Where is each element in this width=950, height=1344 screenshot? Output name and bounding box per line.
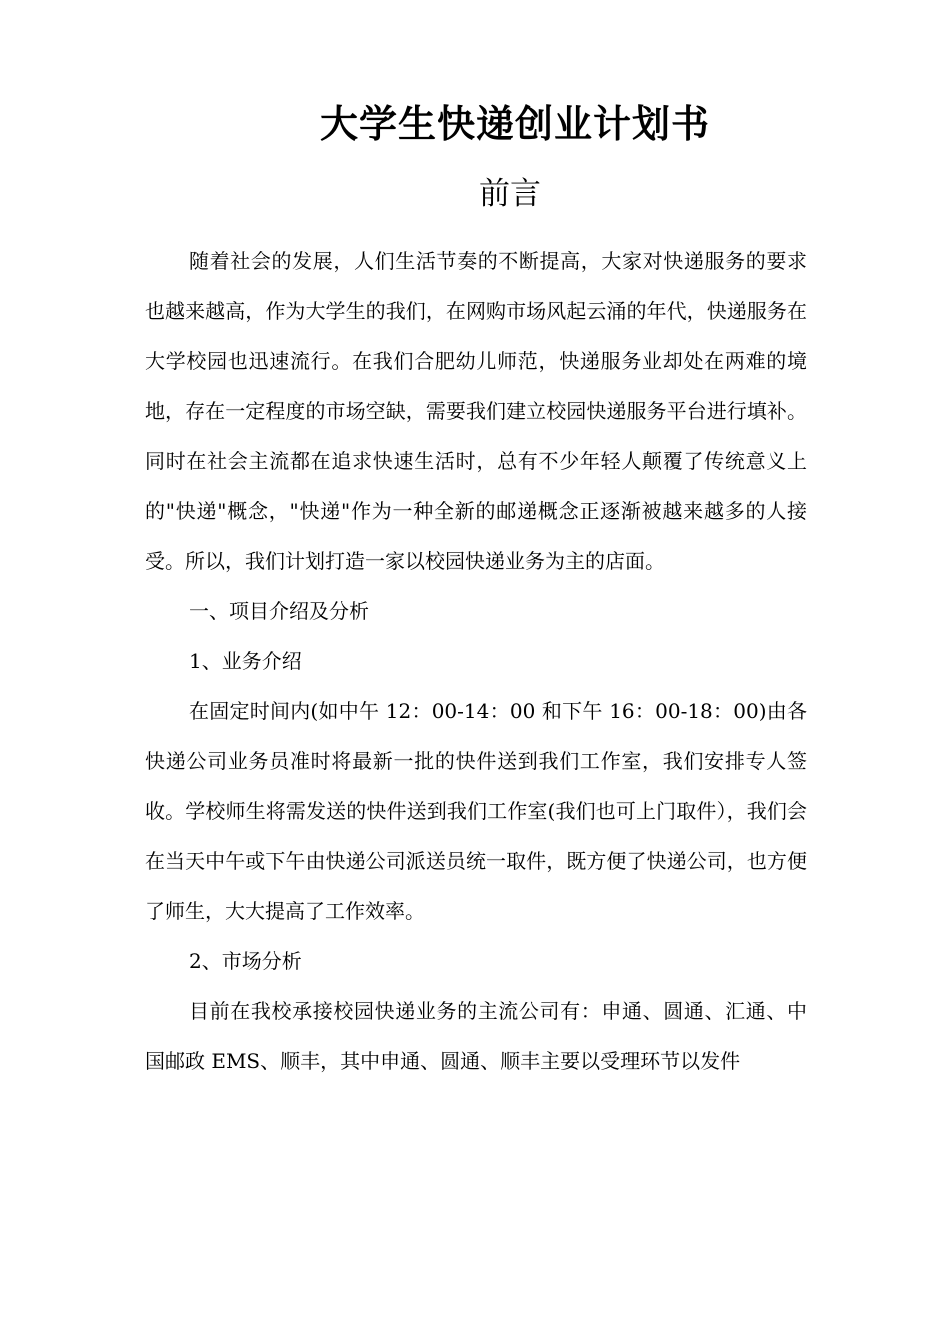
subsection-heading-business: 1、业务介绍 [189, 649, 302, 673]
paragraph-market: 目前在我校承接校园快递业务的主流公司有：申通、圆通、汇通、中国邮政 EMS、顺丰，其中申通、圆通、顺丰主要以受理环节以发件 [145, 999, 807, 1073]
section-heading-project: 一、项目介绍及分析 [189, 599, 369, 623]
subsection-heading-market: 2、市场分析 [189, 949, 302, 973]
document-title: 大学生快递创业计划书 [319, 101, 710, 146]
document-body [145, 236, 807, 1086]
section-heading-preface: 前言 [479, 176, 541, 212]
paragraph-intro: 随着社会的发展，人们生活节奏的不断提高，大家对快递服务的要求也越来越高，作为大学生的我们，在网购市场风起云涌的年代，快递服务在大学校园也迅速流行。在我们合肥幼儿师范，快递服务业却处在两难的境地，存在一定程度的市场空缺，需要我们建立校园快递服务平台进行填补。同时在社会主流都在追求快速生活时，总有不少年轻人颠覆了传统意义上的"快递"概念，"快递"作为一种全新的邮递概念正逐渐被越来越多的人接受。所以，我们计划打造一家以校园快递业务为主的店面。 [145, 249, 807, 573]
paragraph-business: 在固定时间内(如中午 12：00-14：00 和下午 16：00-18：00)由各快递公司业务员准时将最新一批的快件送到我们工作室，我们安排专人签收。学校师生将需发送的快件送到我们工作室(我们也可上门取件），我们会在当天中午或下午由快递公司派送员统一取件，既方便了快递公司，也方便了师生，大大提高了工作效率。 [145, 699, 807, 923]
